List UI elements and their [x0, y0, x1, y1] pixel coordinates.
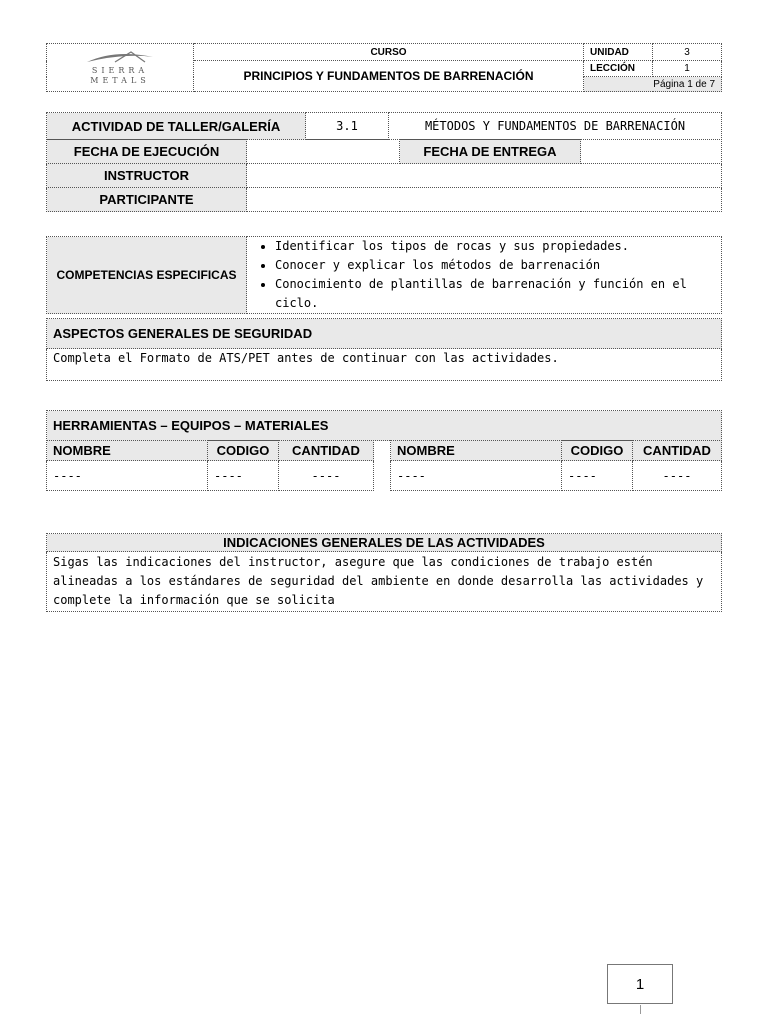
- page-number-tick: [640, 1005, 641, 1014]
- codigo-cell-left[interactable]: ----: [208, 461, 279, 491]
- seguridad-text: Completa el Formato de ATS/PET antes de continuar con las actividades.: [47, 349, 722, 381]
- mountain-logo-icon: [85, 49, 155, 63]
- logo-text-line2: METALS: [90, 76, 150, 85]
- col-cantidad-right: CANTIDAD: [633, 441, 722, 461]
- fecha-entrega-field[interactable]: [581, 140, 722, 164]
- activity-details-table: [46, 139, 722, 212]
- page-info: Página 1 de 7: [584, 77, 722, 92]
- col-cantidad-left: CANTIDAD: [279, 441, 374, 461]
- cantidad-cell-left[interactable]: ----: [279, 461, 374, 491]
- logo-text-line1: SIERRA: [91, 66, 149, 75]
- col-nombre-right: NOMBRE: [391, 441, 562, 461]
- fecha-entrega-label: FECHA DE ENTREGA: [400, 140, 581, 164]
- fecha-ejecucion-label: FECHA DE EJECUCIÓN: [47, 140, 247, 164]
- indicaciones-title: INDICACIONES GENERALES DE LAS ACTIVIDADES: [47, 534, 722, 552]
- col-codigo-right: CODIGO: [562, 441, 633, 461]
- fecha-ejecucion-field[interactable]: [247, 140, 400, 164]
- col-nombre-left: NOMBRE: [47, 441, 208, 461]
- leccion-label: LECCIÓN: [584, 61, 653, 77]
- instructor-label: INSTRUCTOR: [47, 164, 247, 188]
- competencias-list: [251, 237, 717, 313]
- activity-label: ACTIVIDAD DE TALLER/GALERÍA: [47, 113, 306, 140]
- indicaciones-text: Sigas las indicaciones del instructor, asegure que las condiciones de trabajo estén alineadas a los estándares de seguridad del ambiente en donde desarrolla las actividades y complete la información que se solicita: [47, 552, 722, 612]
- herramientas-title-table: [46, 410, 722, 441]
- nombre-cell-right[interactable]: ----: [391, 461, 562, 491]
- header-table: [46, 43, 722, 92]
- unidad-label: UNIDAD: [584, 44, 653, 61]
- seguridad-title: ASPECTOS GENERALES DE SEGURIDAD: [47, 319, 722, 349]
- activity-table: [46, 112, 722, 140]
- participante-field[interactable]: [247, 188, 722, 212]
- page-number: 1: [607, 964, 673, 1004]
- list-item: • Identificar los tipos de rocas y sus propiedades.: [275, 237, 717, 256]
- seguridad-table: [46, 318, 722, 381]
- curso-label: CURSO: [194, 44, 584, 61]
- company-logo: [47, 44, 194, 92]
- codigo-cell-right[interactable]: ----: [562, 461, 633, 491]
- indicaciones-table: [46, 533, 722, 612]
- instructor-field[interactable]: [247, 164, 722, 188]
- activity-number: 3.1: [306, 113, 389, 140]
- nombre-cell-left[interactable]: ----: [47, 461, 208, 491]
- list-item: • Conocer y explicar los métodos de barrenación: [275, 256, 717, 275]
- unidad-value: 3: [653, 44, 722, 61]
- list-item: • Conocimiento de plantillas de barrenación y función en el ciclo.: [275, 275, 717, 313]
- activity-title: MÉTODOS Y FUNDAMENTOS DE BARRENACIÓN: [389, 113, 722, 140]
- herramientas-title: HERRAMIENTAS – EQUIPOS – MATERIALES: [47, 411, 722, 441]
- herramientas-right-table: [390, 440, 722, 491]
- competencias-label: COMPETENCIAS ESPECIFICAS: [47, 237, 247, 314]
- leccion-value: 1: [653, 61, 722, 77]
- competencias-table: [46, 236, 722, 314]
- participante-label: PARTICIPANTE: [47, 188, 247, 212]
- col-codigo-left: CODIGO: [208, 441, 279, 461]
- course-title: PRINCIPIOS Y FUNDAMENTOS DE BARRENACIÓN: [194, 61, 584, 92]
- cantidad-cell-right[interactable]: ----: [633, 461, 722, 491]
- herramientas-left-table: [46, 440, 374, 491]
